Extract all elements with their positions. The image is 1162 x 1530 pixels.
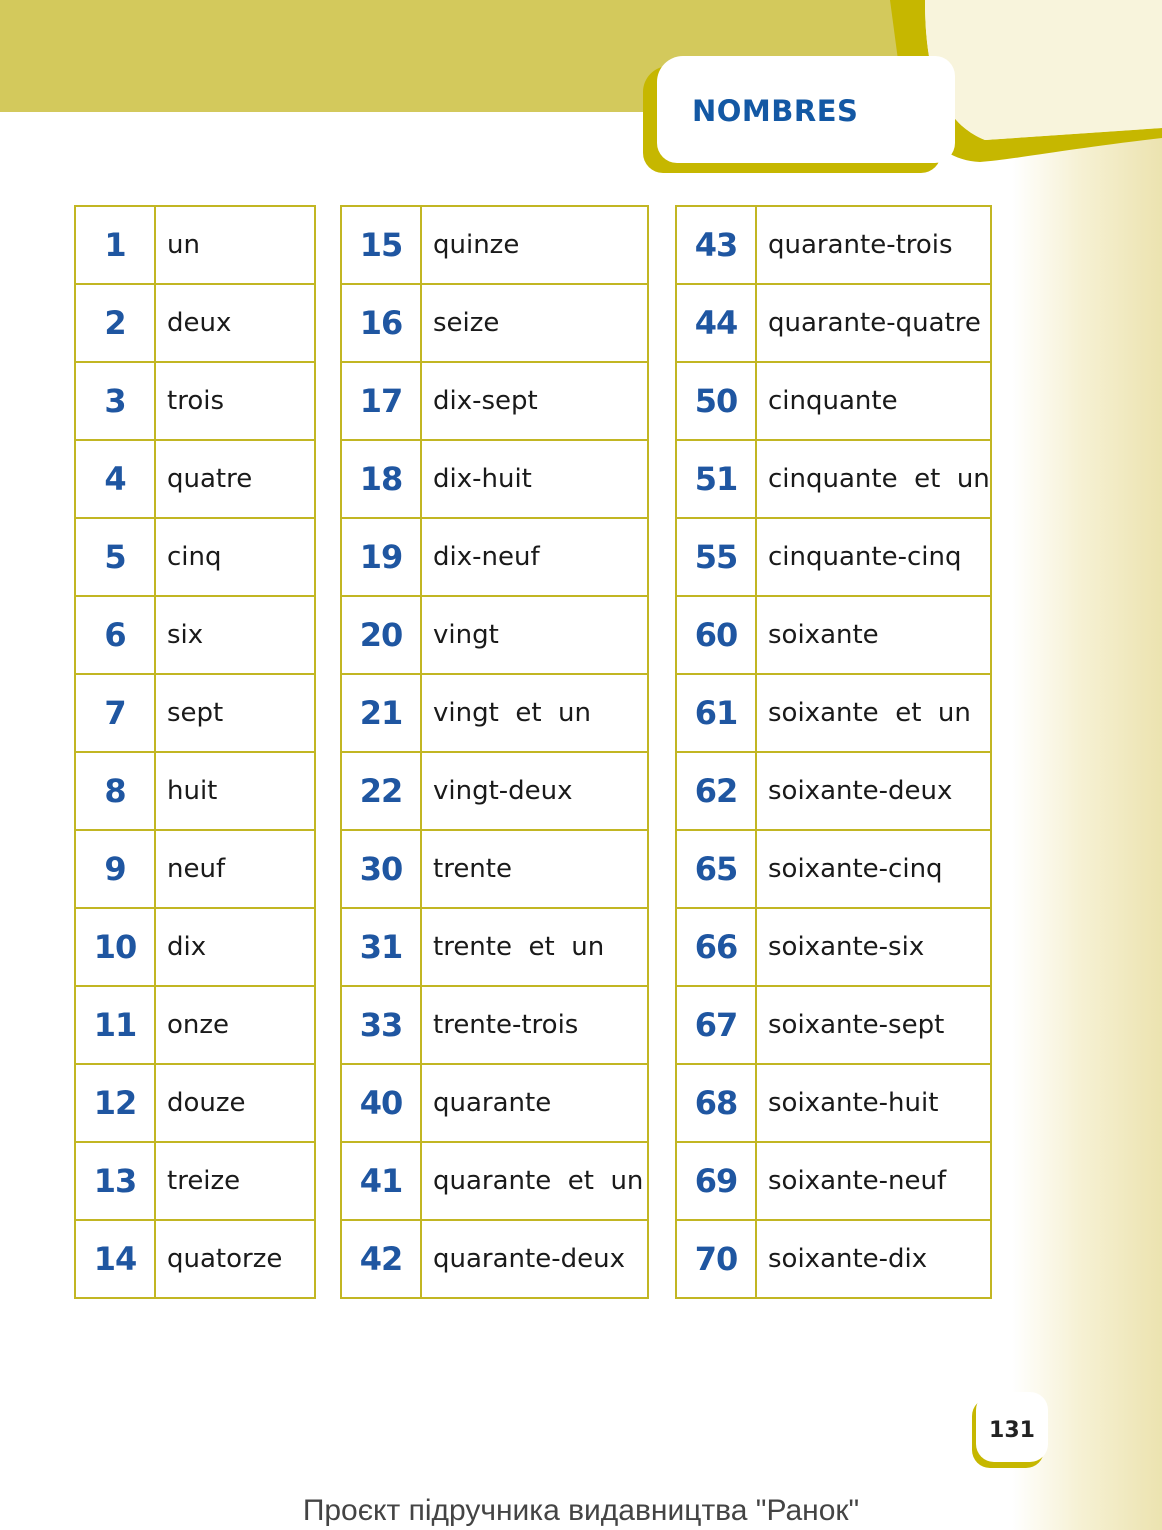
- table-row: [75, 440, 315, 518]
- word-cell: dix-huit: [421, 440, 648, 518]
- table-row: [676, 1064, 991, 1142]
- numbers-table-3: [675, 205, 992, 1299]
- word-cell: quinze: [421, 206, 648, 284]
- number-cell: 21: [341, 674, 421, 752]
- number-cell: 65: [676, 830, 756, 908]
- header-band: [0, 0, 1162, 200]
- number-cell: 13: [75, 1142, 155, 1220]
- number-cell: 19: [341, 518, 421, 596]
- word-cell: soixante-neuf: [756, 1142, 991, 1220]
- table-row: [75, 908, 315, 986]
- numbers-table-2: [340, 205, 649, 1299]
- number-cell: 60: [676, 596, 756, 674]
- word-cell: quarante-deux: [421, 1220, 648, 1298]
- word-cell: dix-neuf: [421, 518, 648, 596]
- number-cell: 16: [341, 284, 421, 362]
- page-title: NOMBRES: [692, 94, 859, 128]
- word-cell: quarante: [421, 1064, 648, 1142]
- footer-text: Проєкт підручника видавництва "Ранок": [302, 1494, 860, 1527]
- number-cell: 1: [75, 206, 155, 284]
- number-cell: 70: [676, 1220, 756, 1298]
- table-row: [341, 440, 648, 518]
- table-row: [341, 986, 648, 1064]
- number-cell: 61: [676, 674, 756, 752]
- table-row: [676, 596, 991, 674]
- word-cell: dix: [155, 908, 315, 986]
- table-row: [341, 518, 648, 596]
- number-cell: 68: [676, 1064, 756, 1142]
- number-cell: 31: [341, 908, 421, 986]
- number-cell: 6: [75, 596, 155, 674]
- table-row: [341, 1220, 648, 1298]
- page-number: 131: [989, 1418, 1035, 1443]
- word-cell: cinq: [155, 518, 315, 596]
- word-cell: soixante-cinq: [756, 830, 991, 908]
- table-row: [676, 752, 991, 830]
- numbers-table-1: [74, 205, 316, 1299]
- word-cell: cinquante-cinq: [756, 518, 991, 596]
- number-cell: 15: [341, 206, 421, 284]
- table-row: [75, 206, 315, 284]
- number-cell: 43: [676, 206, 756, 284]
- word-cell: quarante-quatre: [756, 284, 991, 362]
- word-cell: quarante et un: [421, 1142, 648, 1220]
- number-cell: 44: [676, 284, 756, 362]
- word-cell: sept: [155, 674, 315, 752]
- word-cell: cinquante et un: [756, 440, 991, 518]
- table-row: [676, 518, 991, 596]
- word-cell: quatorze: [155, 1220, 315, 1298]
- table-row: [341, 752, 648, 830]
- number-cell: 3: [75, 362, 155, 440]
- table-row: [75, 986, 315, 1064]
- number-cell: 66: [676, 908, 756, 986]
- table-row: [341, 674, 648, 752]
- word-cell: huit: [155, 752, 315, 830]
- number-cell: 33: [341, 986, 421, 1064]
- table-row: [75, 362, 315, 440]
- number-cell: 69: [676, 1142, 756, 1220]
- number-cell: 17: [341, 362, 421, 440]
- word-cell: trois: [155, 362, 315, 440]
- table-row: [676, 440, 991, 518]
- table-row: [341, 206, 648, 284]
- table-row: [75, 518, 315, 596]
- number-cell: 18: [341, 440, 421, 518]
- table-row: [341, 1064, 648, 1142]
- word-cell: deux: [155, 284, 315, 362]
- word-cell: quarante-trois: [756, 206, 991, 284]
- table-row: [676, 362, 991, 440]
- table-row: [341, 1142, 648, 1220]
- number-cell: 55: [676, 518, 756, 596]
- table-row: [75, 284, 315, 362]
- word-cell: vingt et un: [421, 674, 648, 752]
- table-row: [341, 284, 648, 362]
- table-row: [75, 1064, 315, 1142]
- number-cell: 10: [75, 908, 155, 986]
- word-cell: dix-sept: [421, 362, 648, 440]
- number-cell: 12: [75, 1064, 155, 1142]
- word-cell: soixante-deux: [756, 752, 991, 830]
- word-cell: quatre: [155, 440, 315, 518]
- word-cell: onze: [155, 986, 315, 1064]
- number-cell: 62: [676, 752, 756, 830]
- word-cell: soixante-dix: [756, 1220, 991, 1298]
- word-cell: vingt-deux: [421, 752, 648, 830]
- word-cell: vingt: [421, 596, 648, 674]
- number-cell: 67: [676, 986, 756, 1064]
- right-gradient-band: [1012, 0, 1162, 1530]
- word-cell: cinquante: [756, 362, 991, 440]
- number-cell: 9: [75, 830, 155, 908]
- number-cell: 41: [341, 1142, 421, 1220]
- number-cell: 51: [676, 440, 756, 518]
- table-row: [676, 1142, 991, 1220]
- word-cell: soixante-sept: [756, 986, 991, 1064]
- word-cell: six: [155, 596, 315, 674]
- table-row: [75, 1142, 315, 1220]
- word-cell: trente et un: [421, 908, 648, 986]
- word-cell: treize: [155, 1142, 315, 1220]
- table-row: [676, 830, 991, 908]
- word-cell: trente-trois: [421, 986, 648, 1064]
- number-cell: 2: [75, 284, 155, 362]
- table-row: [676, 908, 991, 986]
- number-cell: 50: [676, 362, 756, 440]
- word-cell: trente: [421, 830, 648, 908]
- word-cell: soixante: [756, 596, 991, 674]
- table-row: [341, 362, 648, 440]
- table-row: [75, 674, 315, 752]
- number-cell: 20: [341, 596, 421, 674]
- word-cell: soixante-huit: [756, 1064, 991, 1142]
- word-cell: soixante-six: [756, 908, 991, 986]
- number-cell: 40: [341, 1064, 421, 1142]
- word-cell: un: [155, 206, 315, 284]
- table-row: [676, 674, 991, 752]
- table-row: [676, 1220, 991, 1298]
- table-row: [75, 830, 315, 908]
- number-cell: 22: [341, 752, 421, 830]
- word-cell: seize: [421, 284, 648, 362]
- table-row: [75, 1220, 315, 1298]
- table-row: [75, 752, 315, 830]
- number-cell: 42: [341, 1220, 421, 1298]
- word-cell: soixante et un: [756, 674, 991, 752]
- number-cell: 8: [75, 752, 155, 830]
- table-row: [341, 596, 648, 674]
- number-cell: 4: [75, 440, 155, 518]
- number-cell: 14: [75, 1220, 155, 1298]
- table-row: [676, 986, 991, 1064]
- table-row: [676, 284, 991, 362]
- number-cell: 11: [75, 986, 155, 1064]
- table-row: [341, 830, 648, 908]
- table-row: [341, 908, 648, 986]
- word-cell: douze: [155, 1064, 315, 1142]
- number-cell: 5: [75, 518, 155, 596]
- word-cell: neuf: [155, 830, 315, 908]
- number-cell: 7: [75, 674, 155, 752]
- number-cell: 30: [341, 830, 421, 908]
- table-row: [676, 206, 991, 284]
- table-row: [75, 596, 315, 674]
